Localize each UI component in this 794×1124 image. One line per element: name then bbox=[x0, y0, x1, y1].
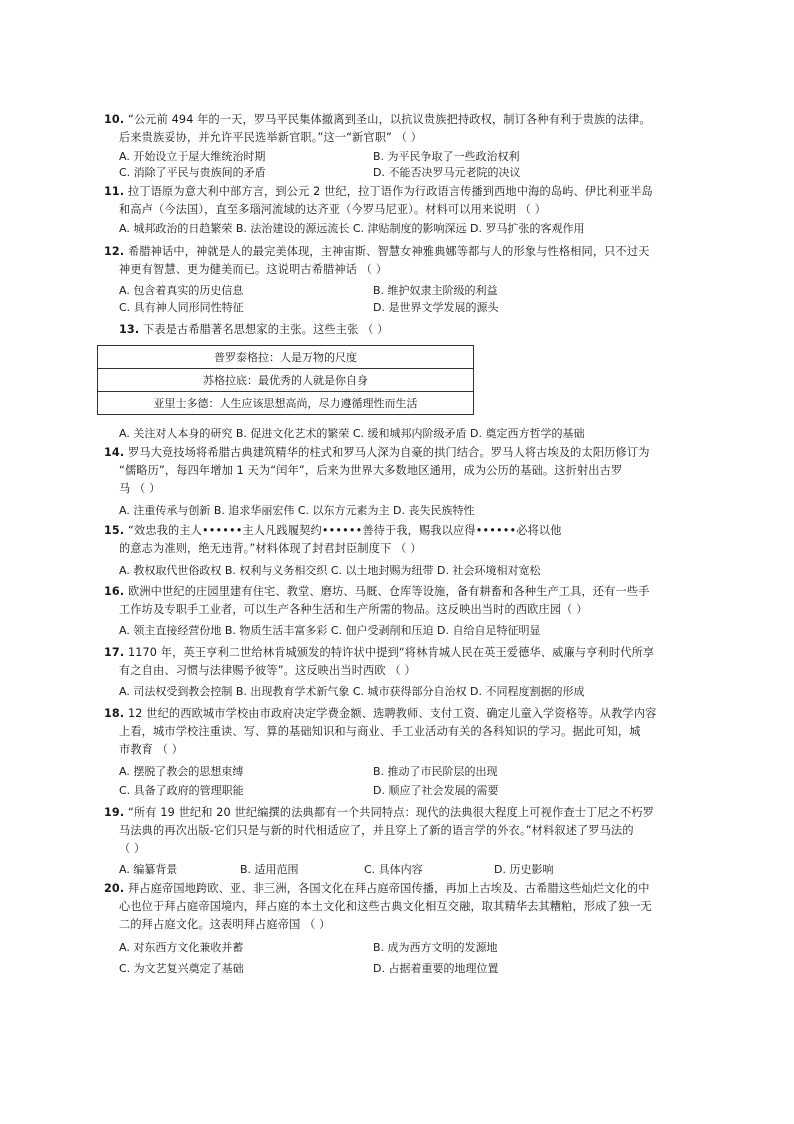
question-11: 11. 拉丁语原为意大利中部方言，到公元 2 世纪，拉丁语作为行政语言传播到西地中海的岛屿、伊比利亚半岛 bbox=[104, 185, 653, 198]
option-c: C. 消除了平民与贵族间的矛盾 bbox=[119, 166, 266, 179]
option-d: D. 占据着重要的地理位置 bbox=[373, 962, 499, 975]
question-17: 17. 1170 年，英王亨利二世给林肯城颁发的特许状中提到“将林肯城人民在英王爱德华、威廉与亨利时代所享 bbox=[104, 646, 655, 659]
option-c: C. 具体内容 bbox=[364, 863, 423, 876]
question-10: 10. “公元前 494 年的一天，罗马平民集体撤离到圣山，以抗议贵族把持政权，制订各种有利于贵族的法律。 bbox=[104, 113, 651, 126]
question-line: 心也位于拜占庭帝国境内，拜占庭的本土文化和这些古典文化相互交融，取其精华去其糟粕，形成了独一无 bbox=[119, 900, 652, 913]
option-row: A. 领主直接经营份地 B. 物质生活丰富多彩 C. 佃户受剥削和压迫 D. 自给自足特征明显 bbox=[119, 624, 541, 637]
table-cell: 苏格拉底：最优秀的人就是你自身 bbox=[98, 369, 474, 392]
table-row bbox=[98, 346, 474, 369]
question-line: 的意志为准则，绝无违背。”材料体现了封君封臣制度下 （ ） bbox=[119, 542, 422, 555]
thinkers-table bbox=[97, 345, 474, 415]
question-19: 19. “所有 19 世纪和 20 世纪编撰的法典都有一个共同特点：现代的法典很大程度上可视作查士丁尼之不朽罗 bbox=[104, 806, 655, 819]
option-c: C. 具备了政府的管理职能 bbox=[119, 784, 244, 797]
table-cell: 普罗泰格拉：人是万物的尺度 bbox=[98, 346, 474, 369]
option-d: D. 是世界文学发展的源头 bbox=[373, 301, 499, 314]
question-line: 马法典的再次出版-它们只是与新的时代相适应了，并且穿上了新的语言学的外衣。”材料叙述了罗马法的 bbox=[119, 824, 634, 837]
question-12: 12. 希腊神话中，神就是人的最完美体现，主神宙斯、智慧女神雅典娜等都与人的形象与性格相同，只不过天 bbox=[104, 245, 650, 258]
option-a: A. 摆脱了教会的思想束缚 bbox=[119, 765, 244, 778]
question-16: 16. 欧洲中世纪的庄园里建有住宅、教堂、磨坊、马厩、仓库等设施，备有耕畜和各种生产工具，还有一些手 bbox=[104, 585, 650, 598]
question-14: 14. 罗马大竞技场将希腊古典建筑精华的柱式和罗马人深为自豪的拱门结合。罗马人将古埃及的太阳历修订为 bbox=[104, 446, 650, 459]
table-row bbox=[98, 392, 474, 415]
question-20: 20. 拜占庭帝国地跨欧、亚、非三洲，各国文化在拜占庭帝国传播，再加上古埃及、古希腊这些灿烂文化的中 bbox=[104, 882, 650, 895]
question-line: 工作坊及专职手工业者，可以生产各种生活和生产所需的物品。这反映出当时的西欧庄园（ ） bbox=[119, 603, 588, 616]
option-row: A. 注重传承与创新 B. 追求华丽宏伟 C. 以东方元素为主 D. 丧失民族特性 bbox=[119, 504, 475, 517]
question-13: 13. 下表是古希腊著名思想家的主张。这些主张 （ ） bbox=[119, 323, 389, 336]
option-b: B. 适用范围 bbox=[240, 863, 299, 876]
option-c: C. 为文艺复兴奠定了基础 bbox=[119, 962, 244, 975]
question-line: 后来贵族妥协，并允许平民选举新官职。”这一“新官职” （ ） bbox=[119, 131, 423, 144]
option-a: A. 开始设立于屋大维统治时期 bbox=[119, 150, 266, 163]
table-row bbox=[98, 369, 474, 392]
option-row: A. 司法权受到教会控制 B. 出现教育学术新气象 C. 城市获得部分自治权 D. 不同程度割据的形成 bbox=[119, 685, 585, 698]
option-a: A. 对东西方文化兼收并蓄 bbox=[119, 941, 244, 954]
option-b: B. 推动了市民阶层的出现 bbox=[373, 765, 498, 778]
option-b: B. 维护奴隶主阶级的利益 bbox=[373, 284, 498, 297]
option-d: D. 不能否决罗马元老院的决议 bbox=[373, 166, 521, 179]
option-b: B. 为平民争取了一些政治权利 bbox=[373, 150, 520, 163]
question-line: （ ） bbox=[119, 842, 146, 855]
option-d: D. 历史影响 bbox=[494, 863, 554, 876]
question-line: 市教育 （ ） bbox=[119, 743, 184, 756]
question-15: 15. “效忠我的主人••••••主人凡践履契约••••••善待于我，赐我以应得••••••必将以他 bbox=[104, 524, 562, 537]
question-line: 神更有智慧、更为健美而已。这说明古希腊神话 （ ） bbox=[119, 263, 388, 276]
question-line: 和高卢（今法国），直至多瑙河流域的达齐亚（今罗马尼亚）。材料可以用来说明 （ ） bbox=[119, 203, 547, 216]
question-line: 有之自由、习惯与法律赐予彼等”。这反映出当时西欧 （ ） bbox=[119, 664, 416, 677]
option-a: A. 包含着真实的历史信息 bbox=[119, 284, 244, 297]
question-18: 18. 12 世纪的西欧城市学校由市政府决定学费金额、选聘教师、支付工资、确定儿童入学资格等。从教学内容 bbox=[104, 707, 657, 720]
option-row: A. 关注对人本身的研究 B. 促进文化艺术的繁荣 C. 缓和城邦内阶级矛盾 D. 奠定西方哲学的基础 bbox=[119, 427, 585, 440]
question-line: 二的拜占庭文化。这表明拜占庭帝国 （ ） bbox=[119, 918, 331, 931]
option-d: D. 顺应了社会发展的需要 bbox=[373, 784, 499, 797]
option-row: A. 教权取代世俗政权 B. 权利与义务相交织 C. 以土地封赐为纽带 D. 社会环境相对宽松 bbox=[119, 564, 541, 577]
question-line: 马 （ ） bbox=[119, 482, 161, 495]
option-row: A. 城邦政治的日趋繁荣 B. 法治建设的源远流长 C. 津贴制度的影响深远 D. 罗马扩张的客观作用 bbox=[119, 222, 585, 235]
question-line: 上看，城市学校注重读、写、算的基础知识和与商业、手工业活动有关的各科知识的学习。据此可知，城 bbox=[119, 725, 641, 738]
option-c: C. 具有神人同形同性特征 bbox=[119, 301, 244, 314]
option-b: B. 成为西方文明的发源地 bbox=[373, 941, 498, 954]
question-line: “儒略历”，每四年增加 1 天为“闰年”，后来为世界大多数地区通用，成为公历的基础。这折射出古罗 bbox=[119, 464, 623, 477]
table-cell: 亚里士多德：人生应该思想高尚，尽力遵循理性而生活 bbox=[98, 392, 474, 415]
option-a: A. 编纂背景 bbox=[119, 863, 178, 876]
